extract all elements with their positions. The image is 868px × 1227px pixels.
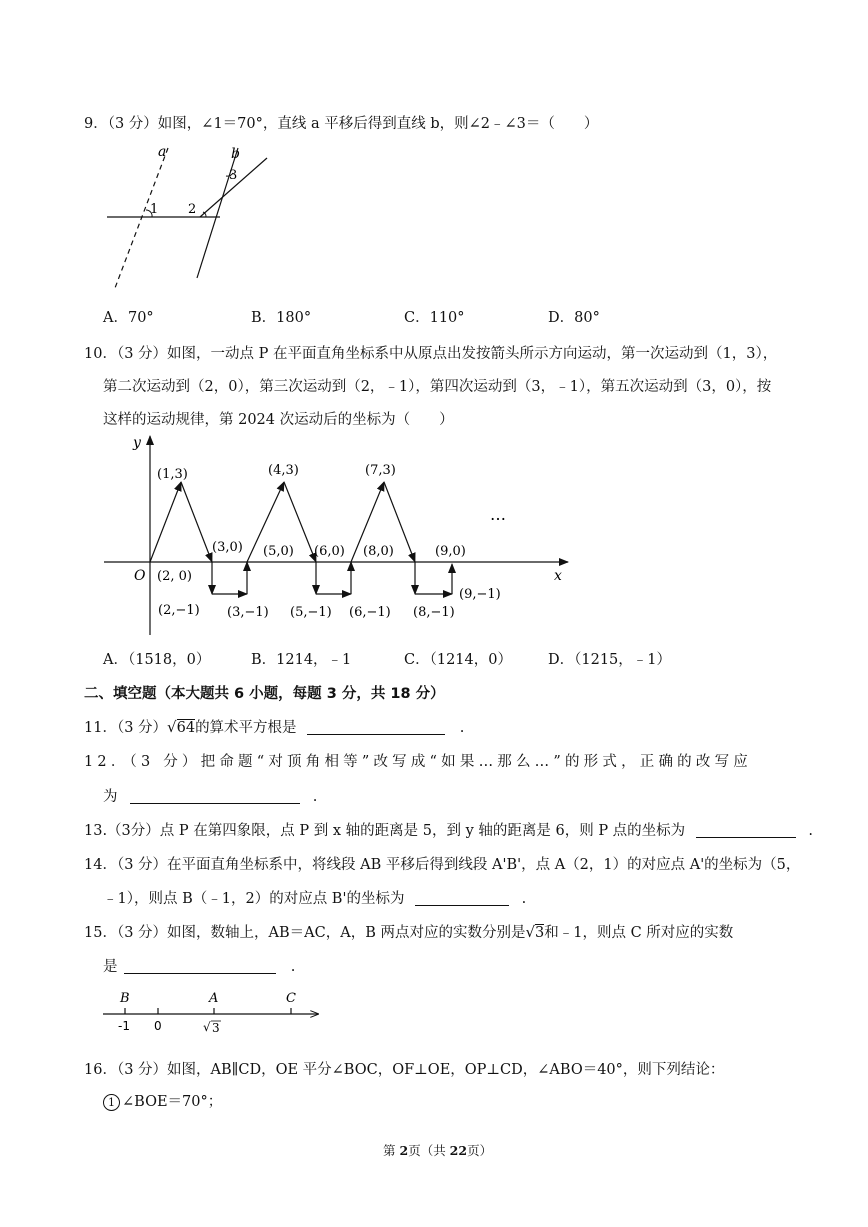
label-3: 3 [229,168,238,183]
q9-option-a: A．70° [103,310,154,326]
q13-answer-blank[interactable] [696,823,796,838]
sqrt-64: √64 [167,718,196,736]
q11-answer-blank[interactable] [307,720,445,735]
q10-option-a: A．（1518，0） [103,652,211,668]
label-b: b [231,146,240,162]
q11: 11．（3 分）√64的算术平方根是 . [84,718,465,736]
label-axis-1: (3,0) [212,540,243,555]
q15-line2: 是 . [103,959,296,975]
ellipsis: … [490,505,506,524]
label-axis-3: (6,0) [314,544,345,559]
q14-answer-blank[interactable] [415,891,509,906]
q14-line2: ﹣1），则点 B（﹣1，2）的对应点 B'的坐标为 . [103,891,527,907]
circled-number: 1 [103,1094,120,1111]
label-axis-2: (5,0) [263,544,294,559]
point-c-label: C [286,991,296,1006]
q14-line1: 14．（3 分）在平面直角坐标系中，将线段 AB 平移后得到线段 A'B'，点 A（2，1）的对应点 A'的坐标为（5， [84,857,801,873]
q15-line1: 15．（3 分）如图，数轴上，AB＝AC，A，B 两点对应的实数分别是√3和﹣1，则点 C 所对应的实数 [84,923,734,941]
page-footer: 第 2页（共 22页） [383,1143,493,1158]
origin-label: O [134,568,146,584]
label-top-3: (7,3) [365,463,396,478]
q15-answer-blank[interactable] [124,959,276,974]
q10-line1: 10．（3 分）如图，一动点 P 在平面直角坐标系中从原点出发按箭头所示方向运动，第一次运动到（1，3）， [84,346,778,362]
label-a: a [158,144,167,160]
q9-stem: 9．（3 分）如图，∠1＝70°，直线 a 平移后得到直线 b，则∠2﹣∠3＝（ ） [84,116,599,132]
q16-conclusion-1: 1 ∠BOE＝70°； [103,1090,222,1111]
line-a [115,148,168,288]
tick-sqrt3: 3 [212,1021,220,1035]
q10-option-c: C．（1214，0） [404,652,512,668]
label-axis-4: (8,0) [363,544,394,559]
q9-figure [100,140,275,295]
q10-option-d: D．（1215，﹣1） [548,652,672,668]
q9-option-b: B．180° [251,310,312,326]
q10-figure [100,430,580,640]
q12-line1: 12．（3 分）把命题“对顶角相等”改写成“如果…那么…”的形式，正确的改写应 [84,754,752,770]
section-heading: 二、填空题（本大题共 6 小题，每题 3 分，共 18 分） [84,686,445,702]
tick-minus-one: -1 [118,1019,130,1033]
label-bottom-6: (9,−1) [459,587,501,602]
label-bottom-2: (3,−1) [227,605,269,620]
label-1: 1 [150,202,159,217]
q10-option-b: B．1214，﹣1 [251,652,352,668]
label-axis-6: (2, 0) [157,569,192,584]
q13: 13.（3分）点 P 在第四象限，点 P 到 x 轴的距离是 5，到 y 轴的距离是 6，则 P 点的坐标为 . [84,823,814,839]
label-2: 2 [188,202,197,217]
label-top-2: (4,3) [268,463,299,478]
y-axis-label: y [133,435,141,451]
q12-answer-blank[interactable] [130,789,300,804]
label-top-1: (1,3) [157,467,188,482]
q9-option-d: D．80° [548,310,600,326]
x-axis-label: x [554,568,562,584]
label-axis-5: (9,0) [435,544,466,559]
label-bottom-3: (5,−1) [290,605,332,620]
q10-line2: 第二次运动到（2，0），第三次运动到（2，﹣1），第四次运动到（3，﹣1），第五次运动到（3，0），按 [103,379,772,395]
sqrt-3: √3 [525,923,545,941]
point-b-label: B [120,991,130,1006]
q9-option-c: C．110° [404,310,465,326]
transversal-line [200,158,267,217]
q15-number-line [100,985,325,1035]
label-bottom-5: (8,−1) [413,605,455,620]
sqrt-symbol: √ [203,1020,211,1034]
label-bottom-1: (2,−1) [158,603,200,618]
q12-line2: 为 . [103,789,318,805]
tick-zero: 0 [154,1019,162,1033]
q10-line3: 这样的运动规律，第 2024 次运动后的坐标为（ ） [103,412,454,428]
point-a-label: A [209,991,219,1006]
label-bottom-4: (6,−1) [349,605,391,620]
q16-line1: 16．（3 分）如图，AB∥CD，OE 平分∠BOC，OF⊥OE，OP⊥CD，∠ABO＝40°，则下列结论： [84,1062,725,1078]
